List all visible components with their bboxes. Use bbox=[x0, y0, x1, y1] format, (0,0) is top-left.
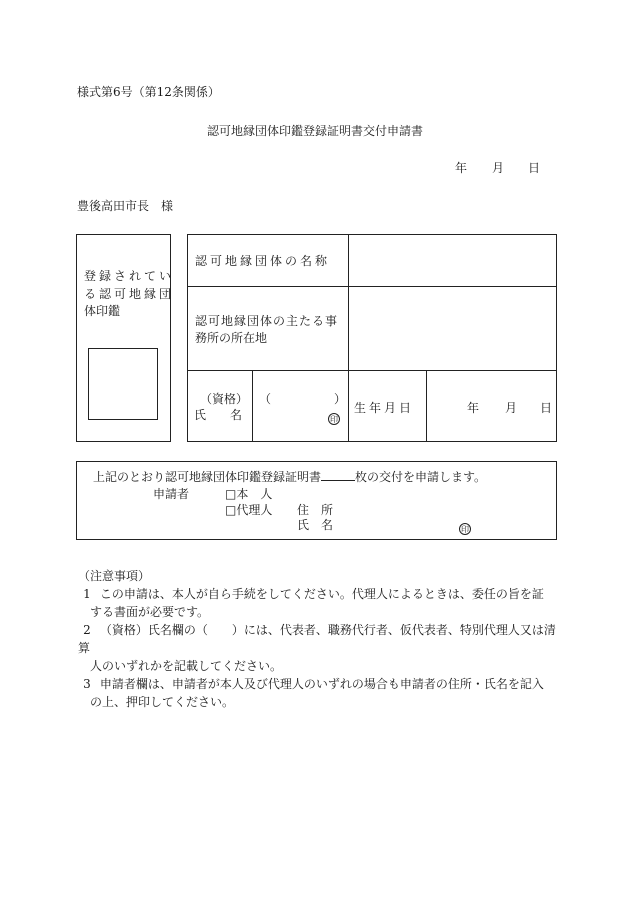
registered-seal-box bbox=[76, 234, 175, 442]
self-checkbox-option[interactable]: □本 人 bbox=[225, 487, 273, 501]
birthdate-label: 生年月日 bbox=[354, 401, 415, 415]
notes-section bbox=[78, 567, 558, 711]
birth-month: 月 bbox=[505, 401, 518, 415]
note-number: 2 bbox=[83, 623, 91, 637]
left-box-line3: 体印鑑 bbox=[84, 304, 121, 318]
applicant-seal-icon bbox=[459, 517, 471, 536]
representative-name-field[interactable] bbox=[253, 371, 348, 442]
agent-checkbox-option[interactable]: □代理人 bbox=[225, 503, 273, 517]
qualification-label: （資格） bbox=[200, 392, 249, 406]
representative-name-label: 氏 名 bbox=[194, 408, 243, 422]
note-number: 3 bbox=[83, 677, 91, 691]
note-text: この申請は、本人が自ら手続をしてください。代理人によるときは、委任の旨を証 bbox=[99, 587, 544, 601]
note-text: 申請者欄は、申請者が本人及び代理人のいずれの場合も申請者の住所・氏名を記入 bbox=[99, 677, 544, 691]
seal-impression-area[interactable] bbox=[88, 348, 158, 420]
date-year: 年 bbox=[455, 161, 468, 175]
note-text-continued: 人のいずれかを記載してください。 bbox=[90, 659, 283, 673]
group-name-field[interactable] bbox=[349, 235, 556, 286]
page-title: 認可地縁団体印鑑登録証明書交付申請書 bbox=[207, 124, 424, 138]
group-name-label: 認可地縁団体の名称 bbox=[195, 254, 331, 268]
left-box-line2: る認可地縁団 bbox=[84, 287, 175, 301]
birthdate-field[interactable] bbox=[427, 371, 556, 442]
note-text-continued: の上、押印してください。 bbox=[90, 695, 235, 709]
date-month: 月 bbox=[492, 161, 505, 175]
addressee: 豊後高田市長 様 bbox=[77, 199, 174, 213]
office-label-line2: 務所の所在地 bbox=[195, 331, 268, 345]
office-label-line1: 認可地縁団体の主たる事 bbox=[195, 314, 339, 328]
applicant-address-label: 住 所 bbox=[297, 503, 334, 517]
request-sentence bbox=[93, 469, 486, 485]
note-item bbox=[78, 621, 558, 675]
qualification-paren-close: ） bbox=[334, 392, 347, 406]
notes-heading: （注意事項） bbox=[78, 569, 151, 583]
note-number: 1 bbox=[83, 587, 91, 601]
seal-mark: 印 bbox=[330, 415, 338, 424]
left-box-line1: 登録されてい bbox=[84, 269, 175, 283]
applicant-name-label: 氏 名 bbox=[297, 518, 334, 532]
office-address-field[interactable] bbox=[349, 287, 556, 370]
birth-year: 年 bbox=[467, 401, 480, 415]
note-text-continued: する書面が必要です。 bbox=[90, 605, 210, 619]
note-item bbox=[78, 675, 558, 711]
request-sentence-post: 枚の交付を申請します。 bbox=[355, 470, 487, 484]
note-item bbox=[78, 585, 558, 621]
applicant-label: 申請者 bbox=[153, 487, 190, 501]
applicant-seal-mark: 印 bbox=[461, 525, 469, 534]
form-number: 様式第6号（第12条関係） bbox=[77, 85, 220, 99]
note-text: （資格）氏名欄の（ ）には、代表者、職務代行者、仮代表者、特別代理人又は清算 bbox=[78, 623, 556, 655]
qualification-paren-open: （ bbox=[259, 392, 272, 406]
copies-blank[interactable] bbox=[321, 470, 355, 481]
date-day: 日 bbox=[528, 161, 541, 175]
birth-day: 日 bbox=[540, 401, 553, 415]
request-sentence-pre: 上記のとおり認可地縁団体印鑑登録証明書 bbox=[93, 470, 322, 484]
